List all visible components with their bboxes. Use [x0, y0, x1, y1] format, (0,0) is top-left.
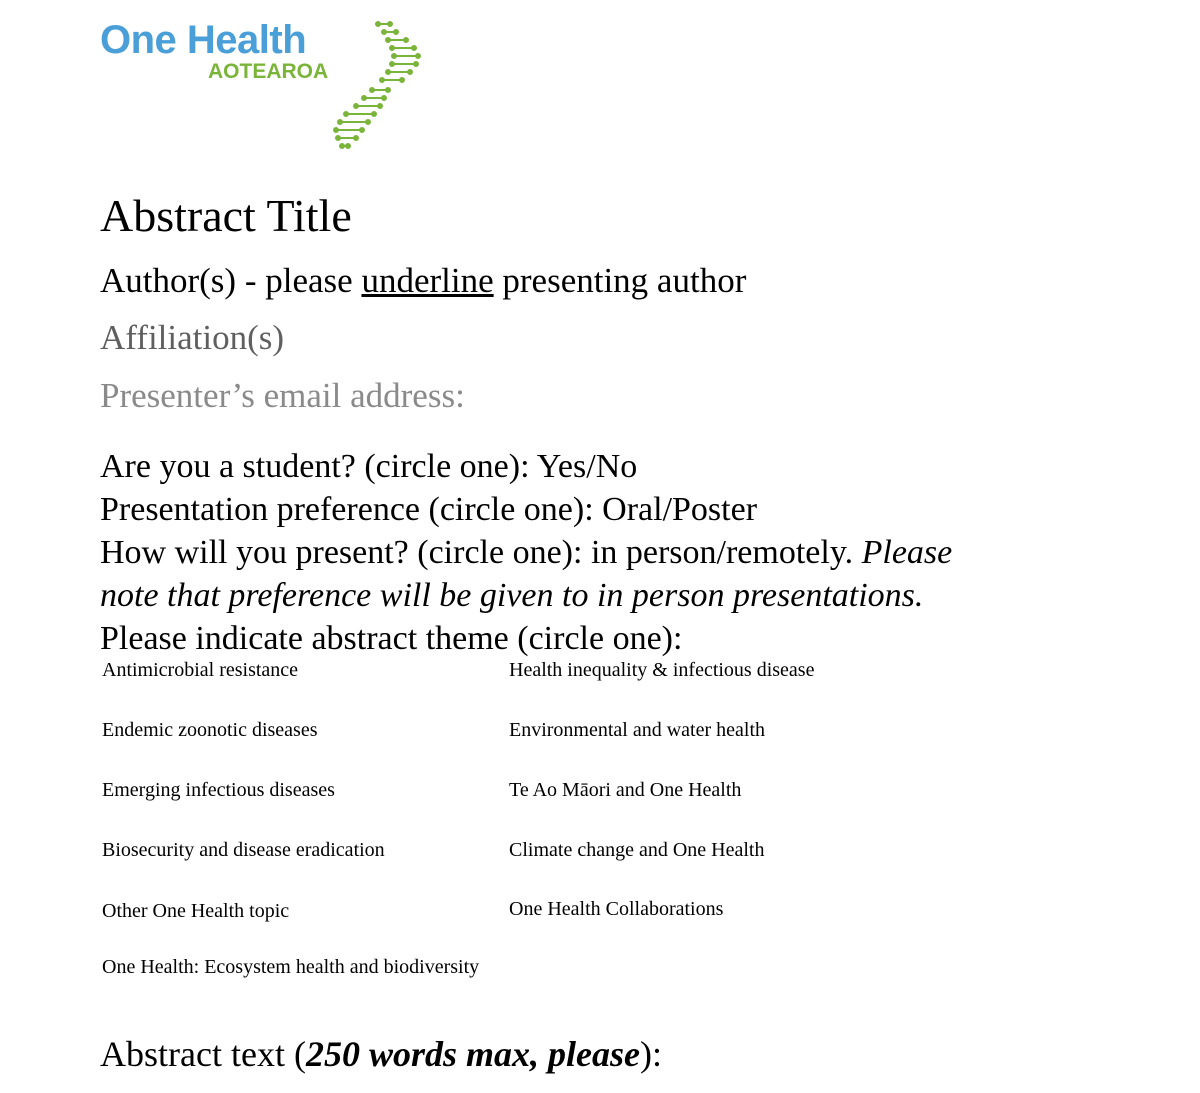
theme-option[interactable]: Environmental and water health	[509, 719, 766, 741]
authors-prefix: Author(s) - please	[100, 261, 362, 300]
questions-block	[100, 445, 1150, 660]
theme-prompt: Please indicate abstract theme (circle one):	[100, 620, 683, 657]
abstract-text-prefix: Abstract text (	[100, 1034, 306, 1074]
theme-option[interactable]: Climate change and One Health	[509, 839, 765, 861]
logo-subtitle: AOTEAROA	[208, 60, 329, 83]
logo-title: One Health	[100, 18, 307, 62]
theme-option[interactable]: One Health: Ecosystem health and biodiversity	[102, 956, 480, 978]
present-note-line	[100, 574, 1150, 617]
theme-option[interactable]: Other One Health topic	[102, 900, 290, 922]
affiliation-field: Affiliation(s)	[100, 318, 285, 357]
authors-underline-word: underline	[361, 261, 494, 300]
logo	[100, 14, 430, 154]
present-mode-question	[100, 531, 1150, 574]
theme-option[interactable]: Antimicrobial resistance	[102, 659, 299, 681]
present-note-rest: note that preference will be given to in person presentations.	[100, 577, 924, 614]
authors-suffix: presenting author	[493, 261, 747, 300]
theme-option[interactable]: Emerging infectious diseases	[102, 779, 335, 801]
theme-option[interactable]: One Health Collaborations	[509, 898, 724, 920]
abstract-text-field	[100, 1032, 662, 1076]
presentation-preference-question: Presentation preference (circle one): Oral/Poster	[100, 491, 758, 528]
authors-field	[100, 260, 746, 302]
theme-option[interactable]: Te Ao Māori and One Health	[509, 779, 742, 801]
theme-option[interactable]: Biosecurity and disease eradication	[102, 839, 385, 861]
abstract-text-suffix: ):	[639, 1034, 662, 1074]
present-mode-text: How will you present? (circle one): in person/remotely.	[100, 534, 862, 571]
student-question: Are you a student? (circle one): Yes/No	[100, 448, 638, 485]
abstract-text-limit: 250 words max, please	[305, 1034, 640, 1074]
theme-option[interactable]: Endemic zoonotic diseases	[102, 719, 318, 741]
theme-option[interactable]: Health inequality & infectious disease	[509, 659, 815, 681]
dna-helix-icon	[332, 18, 428, 152]
abstract-title-field: Abstract Title	[100, 190, 352, 241]
present-note-start: Please	[861, 534, 953, 571]
presenter-email-field: Presenter’s email address:	[100, 376, 465, 415]
